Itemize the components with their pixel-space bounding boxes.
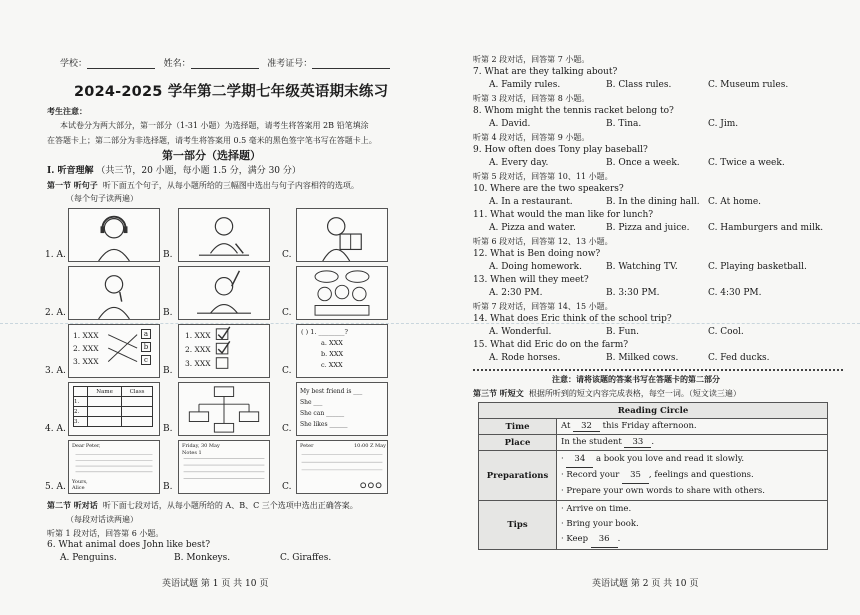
- place-pre: In the student: [561, 437, 622, 447]
- preparations-cell: [557, 451, 828, 501]
- q10-option-b[interactable]: B. In the dining hall.: [606, 197, 700, 207]
- social-post-icon: [297, 441, 387, 493]
- question-12: 12. What is Ben doing now?: [473, 249, 601, 259]
- notes-lines-icon: [179, 441, 269, 493]
- question-9: 9. How often does Tony play baseball?: [473, 145, 648, 155]
- row3-c-label: C.: [282, 366, 292, 376]
- mind-map-icon: [179, 383, 269, 435]
- dialog-intro: 听第 3 段对话，回答第 8 小题。: [473, 94, 590, 103]
- q12-option-a[interactable]: A. Doing homework.: [489, 262, 582, 272]
- q12-option-b[interactable]: B. Watching TV.: [606, 262, 678, 272]
- picture-3a-matching[interactable]: [68, 324, 160, 378]
- q10-option-a[interactable]: A. In a restaurant.: [489, 197, 573, 207]
- sub1-note: （每个句子读两遍）: [66, 194, 138, 203]
- mini-th: Name: [88, 387, 122, 397]
- time-pre: At: [561, 421, 571, 431]
- q11-option-b[interactable]: B. Pizza and juice.: [606, 223, 690, 233]
- blank-33[interactable]: 33: [624, 437, 651, 448]
- time-cell: [557, 419, 828, 435]
- students-discussing-icon: [297, 267, 387, 319]
- notice-line-2: 在答题卡上；第二部分为非选择题，请考生将答案用 0.5 毫米的黑色签字笔书写在答题卡上。: [47, 136, 377, 145]
- blank-34[interactable]: 34: [566, 452, 593, 468]
- name-field[interactable]: [191, 59, 259, 69]
- place-cell: [557, 435, 828, 451]
- girl-headphones-icon: [69, 209, 159, 261]
- picture-5b-notes[interactable]: [178, 440, 270, 494]
- row1-b-label: B.: [163, 250, 173, 260]
- girl-reading-icon: [297, 209, 387, 261]
- picture-3b-checklist[interactable]: [178, 324, 270, 378]
- tip3-post: .: [617, 534, 621, 544]
- q9-option-b[interactable]: B. Once a week.: [606, 158, 680, 168]
- row2-b-label: B.: [163, 308, 173, 318]
- picture-4b-mindmap[interactable]: [178, 382, 270, 436]
- question-6: 6. What animal does John like best?: [47, 540, 211, 550]
- notice-line-1: 本试卷分为两大部分，第一部分（1-31 小题）为选择题，请考生将答案用 2B 铅笔填涂: [60, 121, 369, 130]
- q8-option-c[interactable]: C. Jim.: [708, 119, 739, 129]
- sub1-header: [47, 180, 359, 191]
- sub2-title: 第二节 听对话: [47, 500, 98, 510]
- question-10: 10. Where are the two speakers?: [473, 184, 624, 194]
- sub1-title: 第一节 听句子: [47, 180, 98, 190]
- section1-header: [47, 163, 301, 176]
- row4-c-label: C.: [282, 424, 292, 434]
- time-label: Time: [479, 419, 557, 435]
- r3b-item: 3. XXX: [185, 359, 211, 368]
- r5a-greeting: Dear Peter,: [72, 443, 101, 449]
- r3c-question: ( ) 1. ________?: [301, 328, 348, 336]
- r3b-item: 1. XXX: [185, 331, 211, 340]
- picture-2c[interactable]: [296, 266, 388, 320]
- tip3-pre: · Keep: [561, 534, 589, 544]
- dialog-intro: 听第 2 段对话，回答第 7 小题。: [473, 55, 590, 64]
- q6-option-c[interactable]: C. Giraffes.: [280, 553, 332, 563]
- time-post: this Friday afternoon.: [602, 421, 697, 431]
- q6-option-a[interactable]: A. Penguins.: [60, 553, 117, 563]
- r3b-item: 2. XXX: [185, 345, 211, 354]
- q9-option-a[interactable]: A. Every day.: [489, 158, 549, 168]
- girl-writing-icon: [179, 209, 269, 261]
- question-14: 14. What does Eric think of the school trip?: [473, 314, 672, 324]
- sub2-desc: 听下面七段对话，从每小题所给的 A、B、C 三个选项中选出正确答案。: [102, 501, 358, 510]
- picture-3c-choice[interactable]: [296, 324, 388, 378]
- exam-no-label: 准考证号：: [267, 59, 313, 69]
- notice-heading: 考生注意：: [47, 106, 87, 116]
- q11-option-a[interactable]: A. Pizza and water.: [489, 223, 576, 233]
- q7-option-c[interactable]: C. Museum rules.: [708, 80, 789, 90]
- q13-option-c[interactable]: C. 4:30 PM.: [708, 288, 762, 298]
- mini-table: [73, 386, 153, 427]
- q8-option-b[interactable]: B. Tina.: [606, 119, 642, 129]
- checkbox-icon: [179, 325, 269, 377]
- q11-option-c[interactable]: C. Hamburgers and milk.: [708, 223, 824, 233]
- mini-th: Class: [122, 387, 153, 397]
- question-13: 13. When will they meet?: [473, 275, 589, 285]
- place-label: Place: [479, 435, 557, 451]
- candidate-info-row: [60, 56, 390, 69]
- picture-2b[interactable]: [178, 266, 270, 320]
- picture-1b[interactable]: [178, 208, 270, 262]
- q7-option-b[interactable]: B. Class rules.: [606, 80, 672, 90]
- matching-lines-icon: [69, 325, 159, 377]
- r5a-closing: Yours,: [72, 479, 88, 485]
- row5-b-label: B.: [163, 482, 173, 492]
- question-11: 11. What would the man like for lunch?: [473, 210, 654, 220]
- preparations-label: Preparations: [479, 451, 557, 501]
- r4c-line: She can ______: [300, 410, 345, 417]
- q6-option-b[interactable]: B. Monkeys.: [174, 553, 231, 563]
- row3-label: 3. A.: [45, 366, 66, 376]
- blank-36[interactable]: 36: [591, 532, 618, 548]
- section1-title: I. 听音理解: [47, 166, 94, 176]
- dialog1-intro: 听第 1 段对话，回答第 6 小题。: [47, 529, 164, 538]
- q13-option-b[interactable]: B. 3:30 PM.: [606, 288, 660, 298]
- prep2-post: , feelings and questions.: [648, 470, 754, 480]
- girl-thinking-icon: [69, 267, 159, 319]
- q13-option-a[interactable]: A. 2:30 PM.: [489, 288, 543, 298]
- q7-option-a[interactable]: A. Family rules.: [489, 80, 561, 90]
- r3a-letter: b: [141, 342, 151, 352]
- dialog-intro: 听第 6 段对话，回答第 12、13 小题。: [473, 237, 613, 246]
- picture-2a[interactable]: [68, 266, 160, 320]
- name-label: 姓名：: [163, 59, 191, 69]
- r5c-time: 10:00 Z May: [354, 443, 386, 449]
- prep3: · Prepare your own words to share with others.: [561, 486, 765, 496]
- sub2-header: [47, 500, 358, 511]
- place-post: .: [651, 437, 655, 447]
- dialog-intro: 听第 5 段对话，回答第 10、11 小题。: [473, 172, 613, 181]
- school-label: 学校：: [60, 59, 88, 69]
- sub3-desc: 根据所听到的短文内容完成表格，每空一词。（短文读三遍）: [528, 389, 741, 398]
- mini-row-label: 2.: [74, 407, 88, 417]
- tip1: · Arrive on time.: [561, 504, 632, 514]
- question-8: 8. Whom might the tennis racket belong to?: [473, 106, 674, 116]
- row2-label: 2. A.: [45, 308, 66, 318]
- answer-notice: 注意：请将该题的答案书写在答题卡的第二部分: [552, 374, 720, 384]
- school-field[interactable]: [87, 59, 155, 69]
- r3a-item: 2. XXX: [73, 344, 99, 353]
- dialog-intro: 听第 4 段对话，回答第 9 小题。: [473, 133, 590, 142]
- row5-c-label: C.: [282, 482, 292, 492]
- picture-4c-fill-in[interactable]: [296, 382, 388, 436]
- r3c-opt: b. XXX: [321, 350, 344, 358]
- mini-row-label: 3.: [74, 417, 88, 427]
- q14-option-b[interactable]: B. Fun.: [606, 327, 640, 337]
- row2-c-label: C.: [282, 308, 292, 318]
- picture-1c[interactable]: [296, 208, 388, 262]
- row5-label: 5. A.: [45, 482, 66, 492]
- r3c-opt: c. XXX: [321, 361, 343, 369]
- blank-35[interactable]: 35: [622, 468, 649, 484]
- prep1-post: a book you love and read it slowly.: [595, 454, 745, 464]
- q9-option-c[interactable]: C. Twice a week.: [708, 158, 785, 168]
- q8-option-a[interactable]: A. David.: [489, 119, 531, 129]
- r3c-opt: a. XXX: [321, 339, 343, 347]
- dotted-divider: [473, 369, 843, 371]
- picture-1a[interactable]: [68, 208, 160, 262]
- q14-option-c[interactable]: C. Cool.: [708, 327, 744, 337]
- tip2: · Bring your book.: [561, 519, 639, 529]
- footer-left: 英语试题 第 1 页 共 10 页: [162, 579, 269, 589]
- r5b-notes: Notes 1: [182, 450, 202, 456]
- row1-label: 1. A.: [45, 250, 66, 260]
- table-caption: Reading Circle: [479, 403, 828, 419]
- q12-option-c[interactable]: C. Playing basketball.: [708, 262, 807, 272]
- exam-no-field[interactable]: [312, 59, 390, 69]
- q15-option-c[interactable]: C. Fed ducks.: [708, 353, 770, 363]
- part1-title: 第一部分（选择题）: [162, 149, 261, 162]
- row3-b-label: B.: [163, 366, 173, 376]
- r5b-date: Friday, 30 May: [182, 443, 220, 449]
- question-15: 15. What did Eric do on the farm?: [473, 340, 629, 350]
- row4-label: 4. A.: [45, 424, 66, 434]
- r5a-signature: Alice: [72, 485, 85, 491]
- r3a-item: 1. XXX: [73, 331, 99, 340]
- picture-5c-post[interactable]: [296, 440, 388, 494]
- exam-title: 2024-2025 学年第二学期七年级英语期末练习: [74, 84, 389, 100]
- prep1-pre: ·: [561, 454, 564, 464]
- r3a-letter: c: [141, 355, 151, 365]
- row4-b-label: B.: [163, 424, 173, 434]
- tips-cell: [557, 501, 828, 550]
- sub2-note: （每段对话读两遍）: [66, 515, 138, 524]
- sub1-desc: 听下面五个句子，从每小题所给的三幅图中选出与句子内容相符的选项。: [102, 181, 359, 190]
- blank-32[interactable]: 32: [573, 421, 600, 432]
- sub3-title: 第三节 听短文: [473, 388, 524, 398]
- reading-circle-table: [478, 402, 828, 550]
- r3a-letter: a: [141, 329, 151, 339]
- mini-row-label: 1.: [74, 397, 88, 407]
- r4c-line: She likes ______: [300, 421, 348, 428]
- r3a-item: 3. XXX: [73, 357, 99, 366]
- picture-4a-table[interactable]: [68, 382, 160, 436]
- r5c-name: Peter: [300, 443, 314, 449]
- footer-right: 英语试题 第 2 页 共 10 页: [592, 579, 699, 589]
- question-7: 7. What are they talking about?: [473, 67, 618, 77]
- dialog-intro: 听第 7 段对话，回答第 14、15 小题。: [473, 302, 613, 311]
- tips-label: Tips: [479, 501, 557, 550]
- row1-c-label: C.: [282, 250, 292, 260]
- girl-raising-hand-icon: [179, 267, 269, 319]
- q15-option-a[interactable]: A. Rode horses.: [489, 353, 561, 363]
- r4c-line: She ___: [300, 399, 323, 406]
- picture-5a-letter[interactable]: [68, 440, 160, 494]
- prep2-pre: · Record your: [561, 470, 620, 480]
- section1-meta: （共三节，20 小题，每小题 1.5 分，满分 30 分）: [96, 166, 301, 176]
- q15-option-b[interactable]: B. Milked cows.: [606, 353, 679, 363]
- r4c-line: My best friend is ___: [300, 388, 363, 395]
- sub3-header: [473, 388, 741, 399]
- q10-option-c[interactable]: C. At home.: [708, 197, 762, 207]
- q14-option-a[interactable]: A. Wonderful.: [489, 327, 552, 337]
